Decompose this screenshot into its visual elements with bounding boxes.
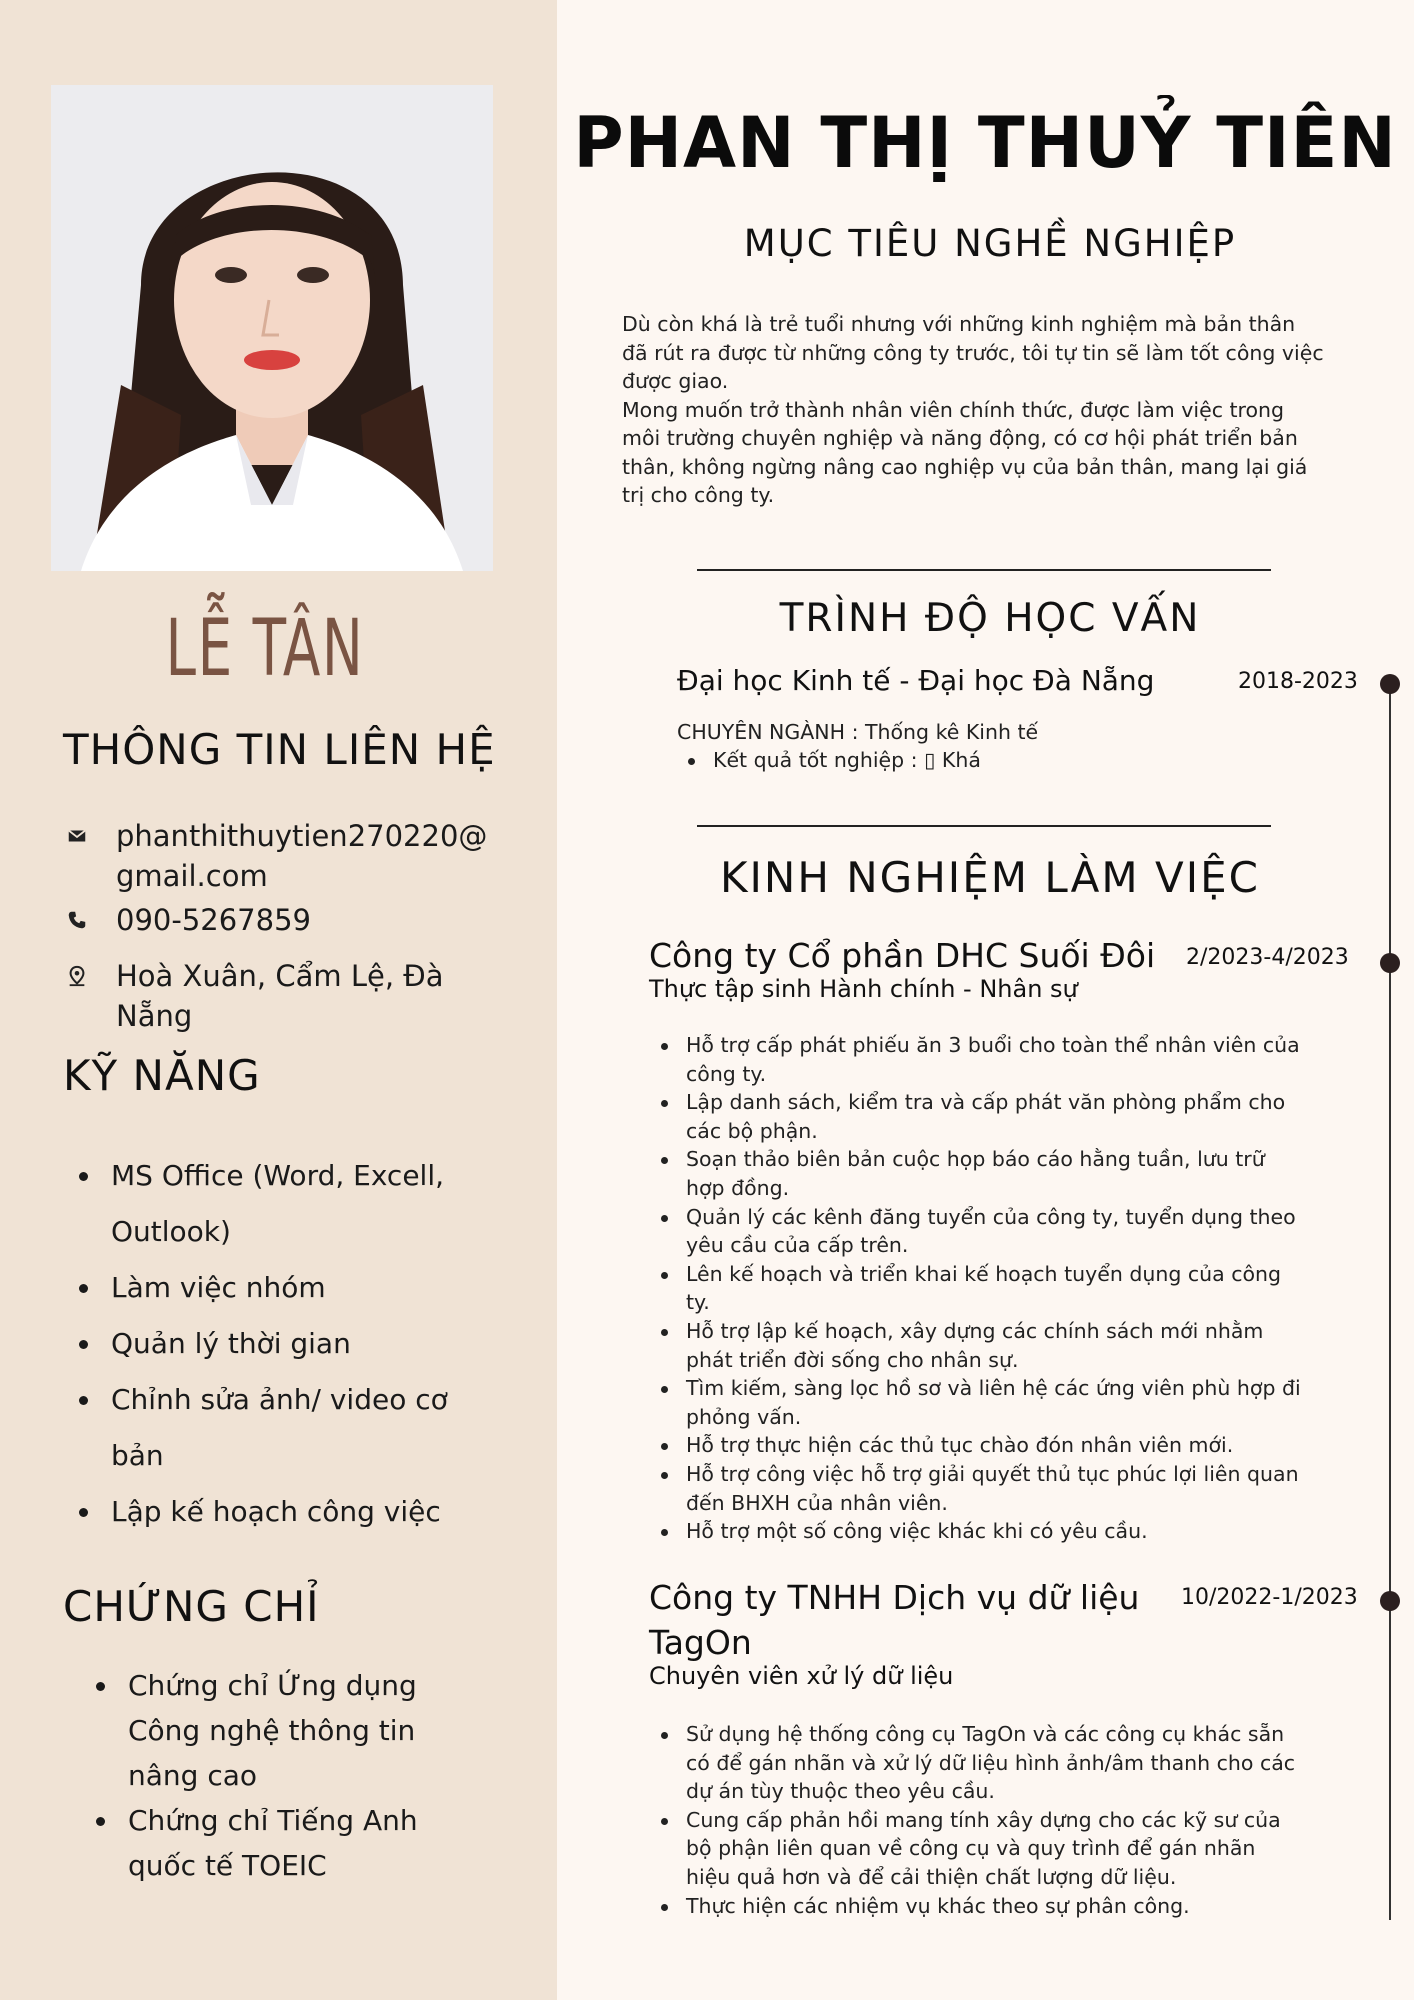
job-role: Thực tập sinh Hành chính - Nhân sự [649, 975, 1078, 1003]
duty-item-cont: hiệu quả hơn và để cải thiện chất lượng dữ liệu. [686, 1864, 1177, 1889]
objective-title: MỤC TIÊU NGHỀ NGHIỆP [743, 222, 1237, 265]
objective-line: môi trường chuyên nghiệp và năng động, có cơ hội phát triển bản [622, 426, 1298, 450]
duty-item: Soạn thảo biên bản cuộc họp báo cáo hằng tuần, lưu trữ [686, 1145, 1336, 1174]
contact-email [66, 816, 516, 896]
objective-line: được giao. [622, 369, 729, 393]
duty-item: Tìm kiếm, sàng lọc hồ sơ và liên hệ các ứng viên phù hợp đi [686, 1374, 1336, 1403]
duty-item-cont: phát triển đời sống cho nhân sự. [686, 1347, 1019, 1372]
contact-phone [66, 900, 516, 940]
skill-item: MS Office (Word, Excell, [111, 1148, 531, 1204]
duty-item-cont: ty. [686, 1290, 710, 1315]
email-line-1[interactable]: phanthithuytien270220@ [116, 819, 488, 853]
duty-item: Hỗ trợ lập kế hoạch, xây dựng các chính sách mới nhằm [686, 1317, 1336, 1346]
duty-item-cont: phỏng vấn. [686, 1404, 802, 1429]
skill-item: Chỉnh sửa ảnh/ video cơ [111, 1372, 531, 1428]
duty-item: Quản lý các kênh đăng tuyển của công ty, tuyển dụng theo [686, 1203, 1336, 1232]
timeline-dot [1380, 674, 1400, 694]
duty-item: Hỗ trợ thực hiện các thủ tục chào đón nhân viên mới. [686, 1431, 1336, 1460]
job-company: Công ty Cổ phần DHC Suối Đôi [649, 936, 1156, 975]
objective-line: Dù còn khá là trẻ tuổi nhưng với những kinh nghiệm mà bản thân [622, 312, 1296, 336]
cert-item-cont: Công nghệ thông tin [128, 1714, 416, 1747]
duty-item: Hỗ trợ cấp phát phiếu ăn 3 buổi cho toàn thể nhân viên của [686, 1031, 1336, 1060]
duty-item: Hỗ trợ công việc hỗ trợ giải quyết thủ tục phúc lợi liên quan [686, 1460, 1336, 1489]
cert-item-cont: quốc tế TOEIC [128, 1849, 327, 1882]
job-title: LỄ TÂN [165, 604, 365, 694]
mail-icon [66, 816, 116, 856]
divider [697, 825, 1271, 827]
skill-item-cont: Outlook) [111, 1215, 231, 1248]
certs-heading: CHỨNG CHỈ [63, 1582, 320, 1631]
skill-item-cont: bản [111, 1439, 164, 1472]
certs-list [128, 1663, 528, 1888]
duty-item-cont: đến BHXH của nhân viên. [686, 1490, 948, 1515]
objective-text [622, 310, 1352, 510]
job-date: 10/2022-1/2023 [1181, 1585, 1358, 1610]
duty-item: Sử dụng hệ thống công cụ TagOn và các công cụ khác sẵn [686, 1720, 1336, 1749]
timeline-dot [1380, 1591, 1400, 1611]
duty-item: Lên kế hoạch và triển khai kế hoạch tuyển dụng của công [686, 1260, 1336, 1289]
job-duties [686, 1720, 1336, 1920]
job-company-line-1: Công ty TNHH Dịch vụ dữ liệu [649, 1578, 1140, 1617]
phone-number[interactable]: 090-5267859 [116, 903, 311, 937]
email-line-2[interactable]: gmail.com [116, 859, 268, 893]
skill-item: Quản lý thời gian [111, 1316, 531, 1372]
cert-item: Chứng chỉ Ứng dụng [128, 1663, 528, 1708]
duty-item-cont: bộ phận liên quan về công cụ và quy trình để gán nhãn [686, 1836, 1256, 1861]
skills-heading: KỸ NĂNG [63, 1051, 261, 1100]
candidate-name [0, 102, 1414, 184]
job-company [649, 1575, 1139, 1665]
contact-heading: THÔNG TIN LIÊN HỆ [63, 725, 496, 774]
education-result: Kết quả tốt nghiệp : ▯ Khá [713, 746, 1313, 775]
duty-item-cont: có để gán nhãn và xử lý dữ liệu hình ảnh/âm thanh cho các [686, 1750, 1296, 1775]
duty-item-cont: hợp đồng. [686, 1175, 790, 1200]
skills-list [111, 1148, 531, 1540]
skill-item: Làm việc nhóm [111, 1260, 531, 1316]
experience-title: KINH NGHIỆM LÀM VIỆC [719, 853, 1260, 902]
education-major: CHUYÊN NGÀNH : Thống kê Kinh tế [677, 720, 1039, 744]
objective-line: trị cho công ty. [622, 483, 775, 507]
duty-item-cont: dự án tùy thuộc theo yêu cầu. [686, 1779, 995, 1804]
duty-item-cont: các bộ phận. [686, 1118, 818, 1143]
duty-item: Lập danh sách, kiểm tra và cấp phát văn phòng phẩm cho [686, 1088, 1336, 1117]
duty-item-cont: yêu cầu của cấp trên. [686, 1233, 909, 1258]
location-icon [66, 956, 116, 996]
job-date: 2/2023-4/2023 [1186, 945, 1349, 970]
objective-line: đã rút ra được từ những công ty trước, tôi tự tin sẽ làm tốt công việc [622, 340, 1324, 365]
job-duties [686, 1031, 1336, 1546]
education-school: Đại học Kinh tế - Đại học Đà Nẵng [677, 664, 1155, 697]
duty-item: Cung cấp phản hồi mang tính xây dựng cho các kỹ sư của [686, 1806, 1336, 1835]
skill-item: Lập kế hoạch công việc [111, 1484, 531, 1540]
education-title: TRÌNH ĐỘ HỌC VẤN [779, 596, 1201, 641]
candidate-name-text: PHAN THỊ THUỶ TIÊN [573, 102, 1398, 184]
education-results [713, 746, 1313, 775]
phone-icon [66, 900, 116, 940]
timeline-dot [1380, 953, 1400, 973]
job-role: Chuyên viên xử lý dữ liệu [649, 1662, 954, 1690]
objective-line: Mong muốn trở thành nhân viên chính thức, được làm việc trong [622, 397, 1285, 422]
cert-item: Chứng chỉ Tiếng Anh [128, 1798, 528, 1843]
cert-item-cont: nâng cao [128, 1759, 258, 1792]
objective-line: thân, không ngừng nâng cao nghiệp vụ của bản thân, mang lại giá [622, 454, 1308, 479]
job-company-line-2: TagOn [649, 1623, 752, 1662]
duty-item-cont: công ty. [686, 1061, 767, 1086]
timeline-line [1389, 684, 1391, 1920]
education-date: 2018-2023 [1238, 669, 1358, 694]
duty-item: Thực hiện các nhiệm vụ khác theo sự phân công. [686, 1892, 1336, 1921]
duty-item: Hỗ trợ một số công việc khác khi có yêu cầu. [686, 1517, 1336, 1546]
contact-address [66, 956, 516, 1036]
address: Hoà Xuân, Cẩm Lệ, Đà Nẵng [116, 959, 444, 1033]
divider [697, 569, 1271, 571]
